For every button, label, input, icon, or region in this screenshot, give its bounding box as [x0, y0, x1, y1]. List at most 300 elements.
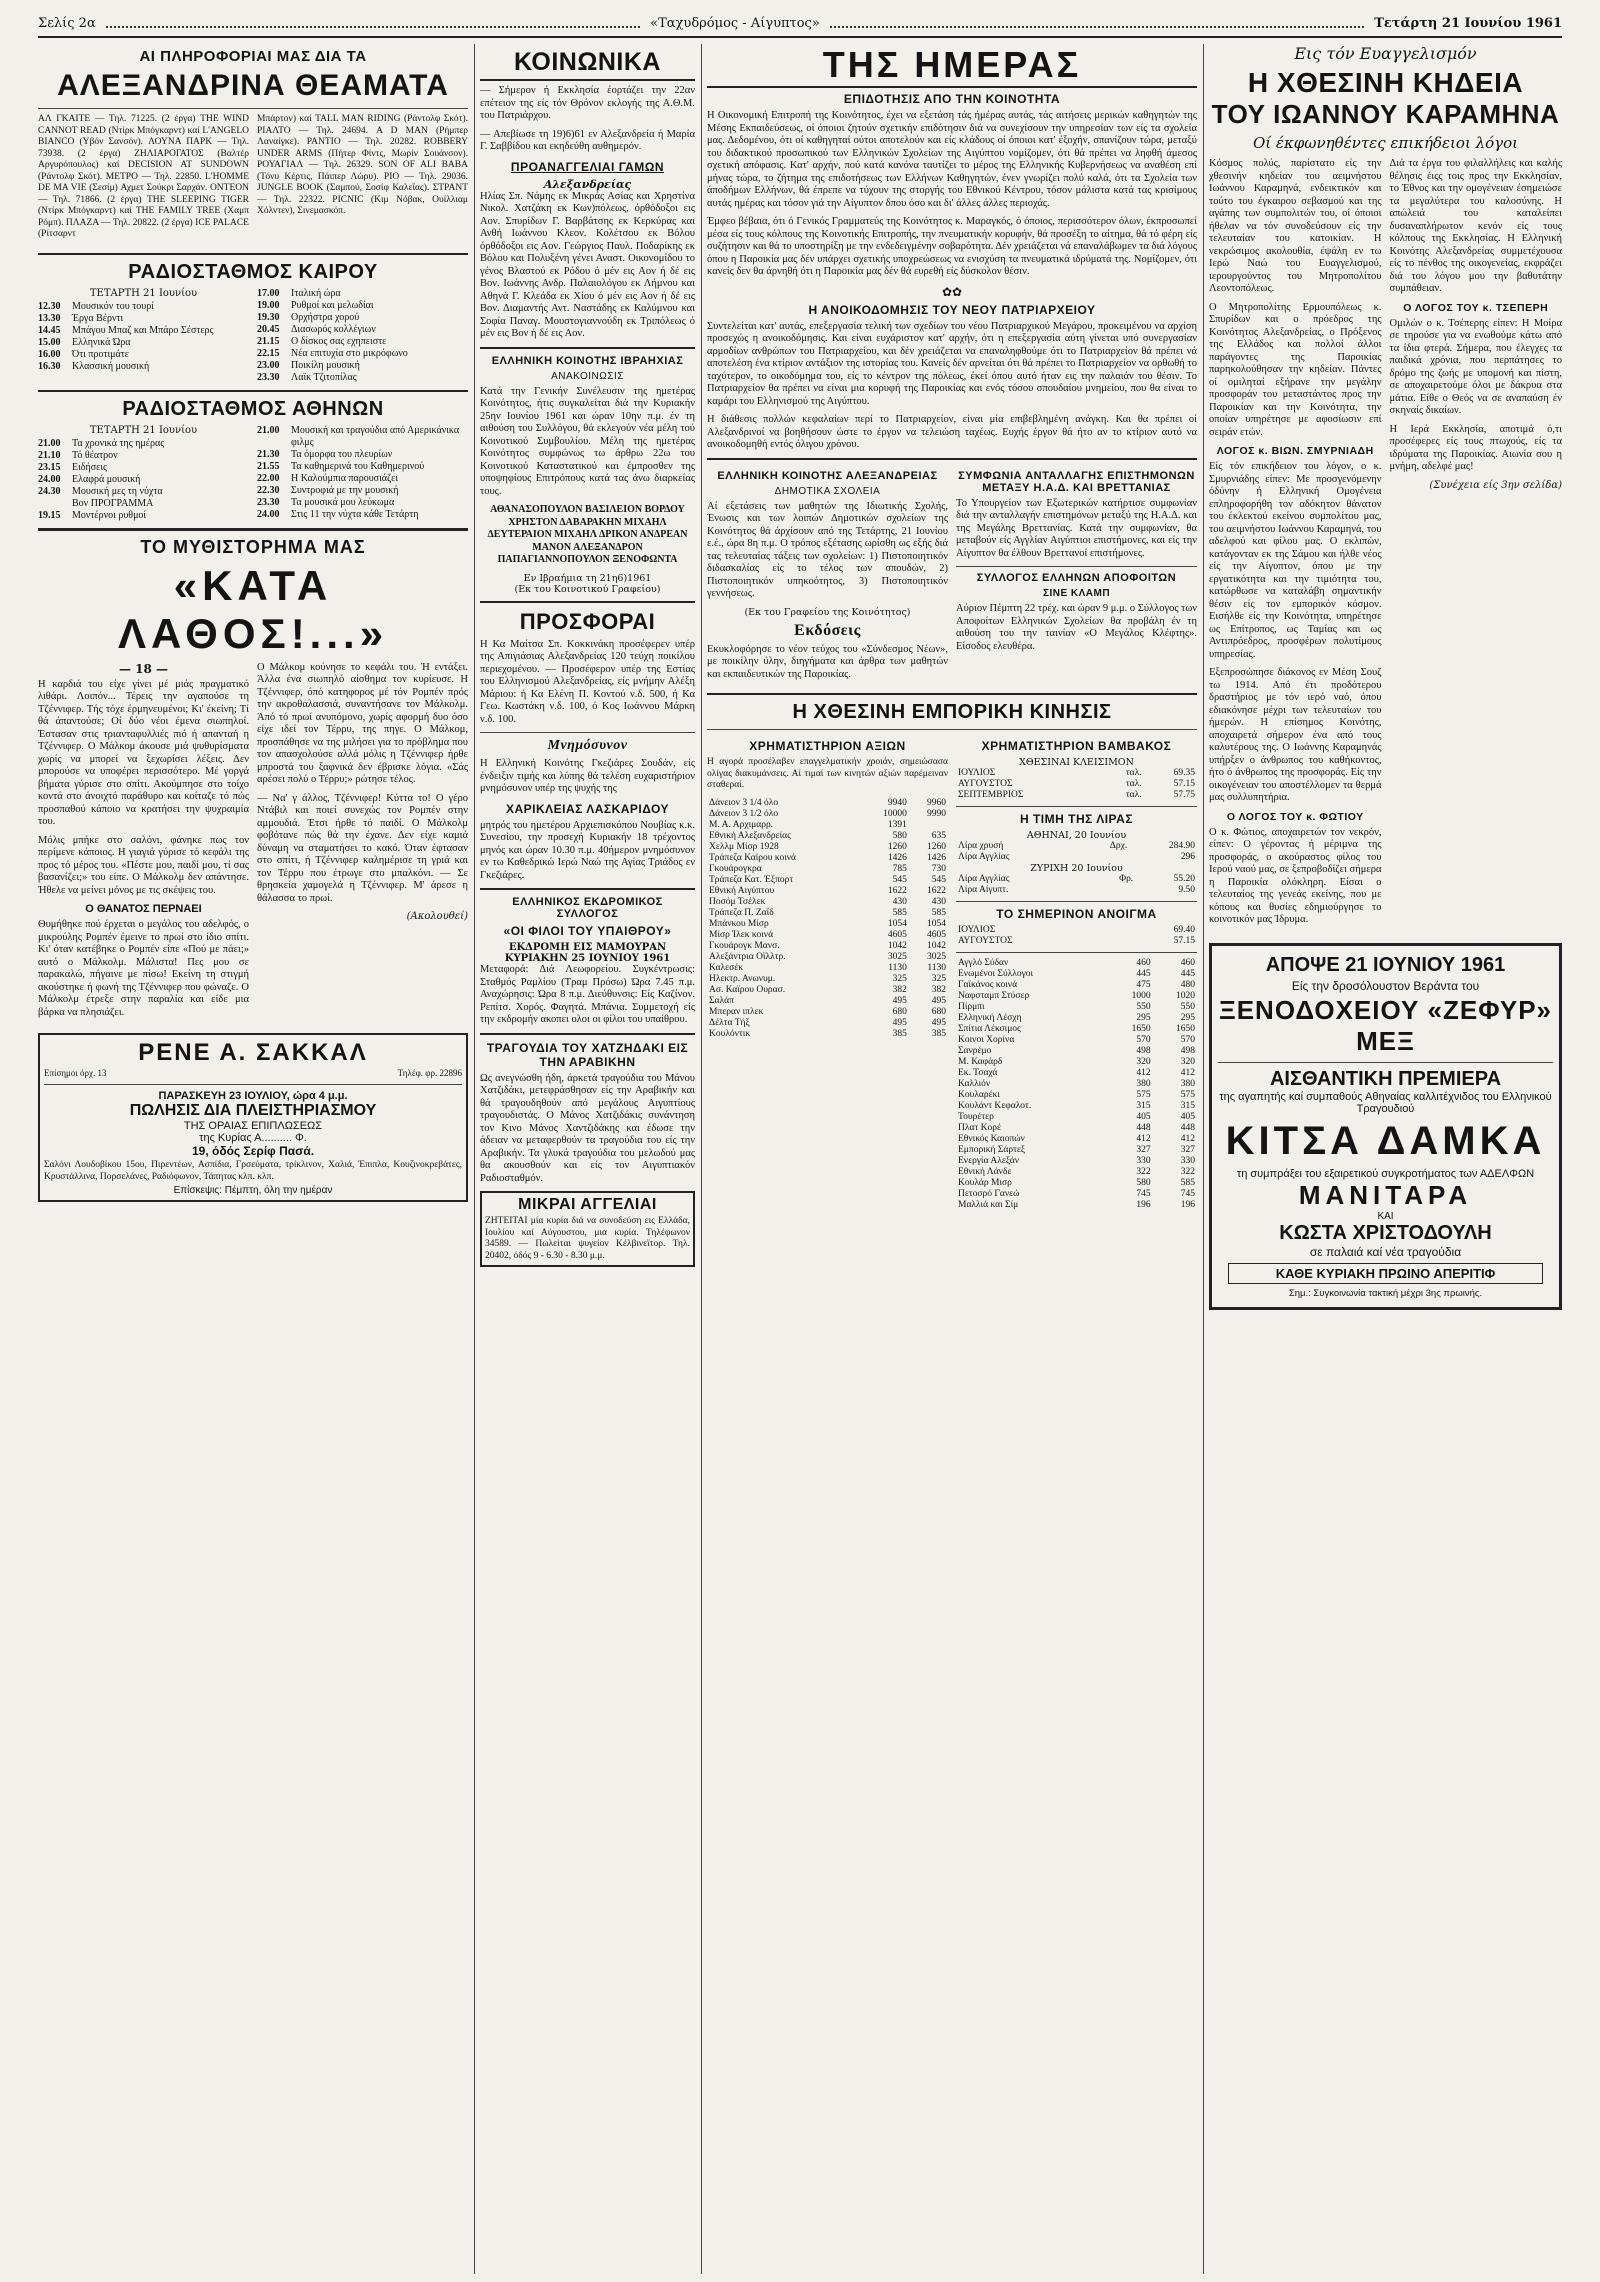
table-cell-value: 1622 [927, 885, 946, 896]
radio-time: 21.00 [257, 424, 280, 436]
table-cell-value: 1260 [927, 841, 946, 852]
table-cell-value: 57.15 [1173, 779, 1195, 789]
table-cell-name: Χελλμ Μίσρ 1928 [709, 841, 779, 852]
table-cell-value: 295 [1136, 1013, 1151, 1023]
table-cell-value: 325 [931, 973, 946, 984]
hotel-ad-sub: Είς την δροσόλουστον Βεράντα του [1291, 978, 1480, 993]
table-cell-value: Φρ. [1119, 874, 1134, 884]
radio-program-row [257, 300, 468, 312]
table-cell-name: ΑΥΓΟΥΣΤΟΣ [958, 936, 1013, 946]
funeral-paragraph: Εξεπροσώπησε διάκονος εν Μέση Σουζ τω 1914. Από έτι προδότερου δραστήριος με τόν ιερό ναό, όπου εδιακόνησε μέχρι των τελευταίων του ήμερών. Η επίσημος Κοινότης, αποχαιρετά σήμερον ένα από τους καλυτέρους της. Ο Ιωάννης Καραμηνάς υπήρξεν ο άνθρωπος του καθήκοντος, ήτο ό άνθρωπος της προσφοράς. Είς την οικογένειαν του αποστέλλομεν τα θερμά μας συλλυπητήρια. [1209, 667, 1382, 803]
radio-time: 23.15 [38, 461, 61, 473]
table-cell-value: 445 [1180, 969, 1195, 979]
table-cell-name: Εκ. Τσαχά [958, 1068, 998, 1078]
hotel-ad-every: ΚΑΘΕ ΚΥΡΙΑΚΗ ΠΡΩΙΝΟ ΑΠΕΡΙΤΙΦ [1228, 1263, 1543, 1284]
opening-head: ΤΟ ΣΗΜΕΡΙΝΟΝ ΑΝΟΙΓΜΑ [996, 907, 1157, 921]
article1-text-2: Έμφεο βέβαια, ότι ό Γενικός Γραμματεύς της Κοινότητος κ. Μαραγκός, ό όποιος, περισσότερον όλων, έκπροσωπεί μέσα είς τους κόλπους της Κοινοτικής Επιτροπής, την πνευματικήν κορυφήν, θά προσέξη το αίτημα, θά τό φέρη είς συζήτησιν και θά το υποστηρίξη με την ενδεδειγμένην σοβαρότητα. Δέν χρειάζεται νά επαναλάβωμεν τα διά λόγους όπου η Παροικία μας δέν υπάρχει σχετικής υποχρεώσεως να ενισχύση τα πνευματικά ιδρύματά της. Νομίζομεν, ότι κανείς δεν θα άρνηθή ότι η Παροικία μας δέν θά ευρεθή είς δύσκολον θέσιν. [707, 216, 1197, 277]
table-cell-value: 412 [1136, 1134, 1151, 1144]
table-cell-value: 57.75 [1173, 790, 1195, 800]
table-row [707, 952, 948, 963]
table-cell-value: 585 [892, 907, 907, 918]
radio-program: Ποικίλη μουσική [291, 359, 360, 371]
marriages-text: Ηλίας Σπ. Νάμης εκ Μικράς Ασίας και Χρηστίνα Νικολ. Χατζάκη εκ Κων)πόλεως, όρθόδοξοι εις Αον. Σπυρίδων Γ. Βαρβάτσης εκ Κερκύρας και Ανθή Ιωάννου Κλεον. Κολέτσου εκ Βόλου όρθόδοξοι εις Αον. Γεώργιος Παυλ. Ποδαρίκης εκ Βόλου και Πολυξένη γένει Αναστ. Οικονομίδου το γένος Βλαστού εκ Ρόδου ό μέν εις Αον ή δέ εις Βον. Ιωάννης Ανδρ. Παλαιολόγου εκ Λήμνου και Αθηνά Γ. Κλεάδα εκ Χίου ό μέν εις Αον ή δέ εις Βον. Διαμαντής Αντ. Ναστάδης εκ Καλύμνου και Σοφία Παναγ. Μουστογιαννούδη εκ Τριπόλεως ό μέν εις Βον ή δέ εις Αον. [480, 190, 695, 339]
radio-time: 22.00 [257, 472, 280, 484]
auction-ad-address: Επίσημοι όρχ. 13 [44, 1068, 107, 1078]
radio-program: Έργα Βέρντι [72, 312, 124, 324]
radio-program: Ο δίσκος σας εχηπειστε [291, 335, 387, 347]
cotton-head: ΧΡΗΜΑΤΙΣΤΗΡΙΟΝ ΒΑΜΒΑΚΟΣ [981, 739, 1172, 753]
table-cell-value: 680 [931, 1006, 946, 1017]
novel-title: «ΚΑΤΑ ΛΑΘΟΣ!...» [117, 561, 389, 657]
table-cell-value: 1650 [1131, 1024, 1151, 1034]
column-entertainment [38, 44, 468, 2274]
radio-program-row [257, 497, 468, 509]
table-cell-value: 412 [1180, 1068, 1195, 1078]
table-cell-value: 580 [892, 830, 907, 841]
ibrahimia-text: Κατά την Γενικήν Συνέλευσιν της ημετέρας Κοινότητος, ήτις συγκαλείται διά την Κυριακήν 25ην Ιουνίου 1961 και ώραν 10ην π.μ. έν τη αιθούση του Συλλόγου, θά εκλεγούν νέα μέλη τού Κοινοτικού Συμβουλίου. Μέλη της ημετέρας Κοινότητος συμφώνως τω άρθρω 22ω του Κοινοτικού Καταστατικού και έμπροσθεν της υποψηφίους Επιτρόπους κατά τας άνω διαρκείας τους. [480, 385, 695, 497]
table-cell-name: Ενεργία Αλεξάν [958, 1156, 1020, 1166]
table-row [707, 908, 948, 919]
hotel-ad-and: ΚΑΙ [1377, 1210, 1394, 1222]
classifieds-head: ΜΙΚΡΑΙ ΑΓΓΕΛΙΑΙ [518, 1196, 657, 1213]
agreement-head: ΣΥΜΦΩΝΙΑ ΑΝΤΑΛΛΑΓΗΣ ΕΠΙΣΤΗΜΟΝΩΝ ΜΕΤΑΞΥ Η.Α.Δ. ΚΑΙ ΒΡΕΤΤΑΝΙΑΣ [958, 469, 1195, 494]
table-row [707, 985, 948, 996]
table-cell-value: 445 [1136, 969, 1151, 979]
radio-program-row [38, 301, 249, 313]
table-cell-name: Τράπεζα Π. Ζαΐδ [709, 907, 774, 918]
novel-paragraph: Ο Μάλκομ κούνησε το κεφάλι του. Ή εντάξει. Άλλα ένα σιωπηλό αίσθημα τον κυρίευσε. Η Τζέννιφερ, όπό κατηφορος μέ τόν Ρομπέν πρός την ακροθαλασσιά, συναντήσανε τον Μάλκολμ. Άπό τό πρωί ανυπόμονο, χωρίς αφορμή δυο όσο είχε ιδεί τον Τέρρυ, της πηγε. Ο Μάλκομ, προσπάθησε να της μιλήσει για το πρόβλημα που τον απασχολούσε αλλά μόλις η Τζέννιφερ ήρθε μπροστά του ξαφνικά δεν έβρισκε λόγια. «Σάς αρέσει πολύ ο Τέρρυ;» ρώτησε τέλος. [257, 661, 468, 785]
community-sub: ΔΗΜΟΤΙΚΑ ΣΧΟΛΕΙΑ [774, 485, 881, 497]
radio-program-row [38, 498, 249, 510]
table-row [707, 963, 948, 974]
table-cell-value: 320 [1136, 1057, 1151, 1067]
table-row [956, 1002, 1197, 1013]
auction-ad-body: Σαλόνι Λουδοβίκου 15ου, Πιρεντέων, Ασπίδια, Γρσεύματα, τρίκλινον, Χαλιά, Έπιπλα, Κουζινοκρεβάτες, Κρυστάλλινα, Πορσελάνες, Ραδιόφωνον, Τάπητας κλπ. κλπ. [44, 1160, 462, 1182]
table-cell-value: 575 [1136, 1090, 1151, 1100]
ibrahimia-candidates: ΑΘΑΝΑΣΟΠΟΥΛΟΝ ΒΑΣΙΛΕΙΟΝ ΒΟΡΔΟΥ ΧΡΗΣΤΟΝ ΔΑΒΑΡΑΚΗΝ ΜΙΧΑΗΛ ΔΕΥΤΕΡΑΙΟΝ ΜΙΧΑΗΛ ΔΡΙΚΟΝ ΑΝΔΡΕΑΝ ΜΑΝΟΝ ΑΛΕΞΑΝΔΡΟΝ ΠΑΠΑΓΙΑΝΝΟΠΟΥΛΟΝ ΞΕΝΟΦΩΝΤΑ [487, 504, 688, 565]
article2-head: Η ΑΝΟΙΚΟΔΟΜΗΣΙΣ ΤΟΥ ΝΕΟΥ ΠΑΤΡΙΑΡΧΕΙΟΥ [808, 302, 1096, 317]
radio-time: 23.30 [257, 496, 280, 508]
table-row [707, 897, 948, 908]
table-cell-name: Λίρα χρυσή [958, 841, 1004, 851]
table-row [956, 1068, 1197, 1079]
radio-time: 23.30 [257, 371, 280, 383]
table-cell-name: Εθνικός Καιοπών [958, 1134, 1025, 1144]
radio-program: Ιταλική ώρα [291, 287, 341, 299]
table-cell-value: 495 [931, 1017, 946, 1028]
radio-cairo-date: ΤΕΤΑΡΤΗ 21 Ιουνίου [89, 287, 198, 299]
radio-program-row [38, 349, 249, 361]
community-sign: (Εκ του Γραφείου της Κοινότητος) [744, 606, 911, 618]
table-cell-name: Καλλιόν [958, 1079, 991, 1089]
alumni-sub: ΣΙΝΕ ΚΛΑΜΠ [1042, 588, 1111, 599]
table-row [707, 930, 948, 941]
auction-ad-subhead: ΤΗΣ ΟΡΑΙΑΣ ΕΠΙΠΛΩΣΕΩΣ [183, 1120, 323, 1132]
table-row [956, 1046, 1197, 1057]
radio-program: Τό θέατρον [72, 449, 118, 461]
novel-paragraph: Θυμήθηκε πού έρχεται ο μεγάλος του αδελφός, ο μικρούλης Ρομπέν έμεινε το πρωί στο ίδιο σπίτι. Κι' όταν κατέβηκε ο Ρομπέν είπε «Πού με πάει;» αυτό ο Μάλκολμ. Μάλιστα! Πες μου σε παρακαλώ, πήγαινε με πίσω! Εκείνη τη στιγμή ακούστηκε ή φωνή της Τζέννιφερ που φώναζε. Ο Μάλκολμ έτρεξε στην παραλία και είδε μια βάρκα να πλησιάζει. [38, 919, 249, 1018]
table-cell-name: Δάνειον 3 1/4 όλο [709, 797, 779, 808]
table-cell-value [1081, 852, 1129, 863]
table-cell-value: 1054 [887, 918, 907, 929]
table-row [956, 852, 1197, 863]
radio-program: Τα μουσικά μου λεύκωμα [291, 496, 395, 508]
table-cell-name: Πίρμπι [958, 1002, 985, 1012]
table-row [956, 841, 1197, 852]
table-cell-value: 380 [1180, 1079, 1195, 1089]
table-row [707, 842, 948, 853]
table-row [707, 798, 948, 809]
table-cell-name: Ναφσταμπ Στύσερ [958, 991, 1030, 1001]
table-row [707, 875, 948, 886]
table-row [707, 853, 948, 864]
table-row [956, 1145, 1197, 1156]
table-cell-name: ΣΕΠΤΕΜΒΡΙΟΣ [958, 790, 1024, 800]
table-cell-value: 448 [1180, 1123, 1195, 1133]
novel-paragraph: — Να' γ άλλος, Τζέννιφερ! Κύττα το! Ο γέρο Ντάβιλ και ποιεί συνεχώς τον Ρομπέν στην αμμουδιά. Έτσι ήρθε τό παιδί. Ο Μάλκολμ φοβότανε πώς θά την έχανε. Δεν είχε καμιά δύναμη να σταματήσει το κακό. Όταν έφτασαν στο σπίτι, ή Τζέννιφερ καλημέρισε τη γριά και τον Τέρρυ που έτρωγε στο μπαλκόνι. — Σε θρησκεία χαμογελά η Τζέννιφερ. Μ' άρεσε η θάλασσα το πρωί. [257, 792, 468, 904]
table-cell-value: 4605 [887, 929, 907, 940]
radio-program: Κλασσική μουσική [72, 360, 150, 372]
table-row [956, 1178, 1197, 1189]
radio-program-row [257, 425, 468, 449]
table-cell-value: 585 [1180, 1178, 1195, 1188]
table-cell-name: Μίσρ Ίλεκ κοινά [709, 929, 774, 940]
radio-program: Νέα επιτυχία στο μικρόφωνο [291, 347, 408, 359]
table-row [956, 1156, 1197, 1167]
table-row [956, 1035, 1197, 1046]
funeral-title-2: ΤΟΥ ΙΩΑΝΝΟΥ ΚΑΡΑΜΗΝΑ [1211, 99, 1560, 129]
radio-program: Μπάγου Μπαζ και Μπάρο Σέστερς [72, 324, 214, 336]
offers-text: Η Κα Μαίτσα Σπ. Κοκκινάκη προσέφερεν υπέρ της Απιγιάσιας Αλεξανδρείας 120 τεύχη ποικίλου περιεχομένου. — Προσέφερον υπέρ της Εστίας του Ελληνισμού Αλεξανδρείας, είς μνήμην Αλέξη Μάριου: ή Κα Ελένη Π. Κοντού ν.δ. 500, ή Κα Γεω. Κωστάκη ν.δ. 100, ό Κος Ιωάννου Μάρκη ν.δ. 100. [480, 638, 695, 725]
table-cell-name: Ασ. Καϊρου Ουρασ. [709, 984, 786, 995]
table-row [707, 996, 948, 1007]
table-cell-name: Τουρέτερ [958, 1112, 994, 1122]
radio-program: Η Καλούμπια παρουσιάζει [291, 472, 399, 484]
trade-head: Η ΧΘΕΣΙΝΗ ΕΜΠΟΡΙΚΗ ΚΙΝΗΣΙΣ [792, 701, 1112, 723]
table-row [956, 1057, 1197, 1068]
radio-cairo-left [38, 301, 249, 373]
table-cell-value: 196 [1136, 1200, 1151, 1210]
table-row [956, 790, 1197, 801]
radio-program-row [257, 288, 468, 300]
radio-time: 21.55 [257, 460, 280, 472]
table-cell-name: Αλεξάντρια Οϊλλτρ. [709, 951, 786, 962]
radio-athens-left [38, 438, 249, 522]
radio-program-row [38, 337, 249, 349]
songs-text: Ως ανεγνώσθη ήδη, άρκετά τραγούδια του Μάνου Χατζιδάκι, μετεφράσθησαν είς την Αραβικήν και θά τραγουδηθούν από μεγάλους Αιγυπτίους τραγουδιστάς. Ο Μάνος Χατζιδάκις συνάντηση τον Κινο Μάνος Χαντζιδάκης και έδωσε την άδειαν να μεταφερθούν τα τραγούδια του είς την Αραβικήν. Τα γλυκά τραγούδια του μελωδού μας θα ακουσθούν και είς τον Αιγυπτιακόν Ραδιοσταθμόν. [480, 1072, 695, 1184]
speech-fotiou-head: Ο ΛΟΓΟΣ ΤΟΥ κ. ΦΩΤΙΟΥ [1226, 810, 1364, 823]
table-cell-value: 55.20 [1173, 874, 1195, 884]
gold-table-athens [956, 841, 1197, 863]
stock-table [707, 798, 948, 1040]
table-cell-value: 448 [1136, 1123, 1151, 1133]
radio-program-row [257, 336, 468, 348]
table-cell-value: 1054 [927, 918, 946, 929]
radio-program-row [38, 510, 249, 522]
funeral-paragraph: Ο κ. Φώτιος, αποχαιρετών τον νεκρόν, είπεν: Ο γέροντας ή μέριμνα της προσφοράς, ο ακούραστος φίλος του Ιερού ναού μας, σε ξεπροβοδίζει σήμερα η Παροικία ολόκληρη. Είσαι ο τελευταίος της γενεάς εκείνης, που με κόπους και θυσίες εδημιούργησε το κοινοτικόν μας Ίδρυμα. [1209, 826, 1382, 925]
table-cell-value: 69.35 [1173, 768, 1195, 778]
table-cell-name: Ποσόμ Τσέλεκ [709, 896, 766, 907]
speech-tseperi-head: Ο ΛΟΓΟΣ ΤΟΥ κ. ΤΣΕΠΕΡΗ [1403, 301, 1549, 314]
table-cell-value: ταλ. [1125, 768, 1142, 778]
table-cell-value: 745 [1180, 1189, 1195, 1199]
article2-text-2: Η διάθεσις πολλών κεφαλαίων περί το Πατριαρχείον, είναι μία επιβεβλημένη ανάγκη. Και θα πρέπει οί Αλεξανδρινοί να βοηθήσουν ώστε το έργον να τελειώση ταχέως. Ευχής έργον θά ήτο αν το κτίριον αυτό να ανοικοδομηθή εντός όλιγου χρόνου. [707, 414, 1197, 450]
radio-program: Ελληνικά Ώρα [72, 336, 131, 348]
ibrahimia-head: ΕΛΛΗΝΙΚΗ ΚΟΙΝΟΤΗΣ ΙΒΡΑΗΧΙΑΣ [491, 354, 684, 367]
radio-program: Μουσική και τραγούδια από Αμερικάνικα φιλμς [291, 424, 460, 448]
table-cell-value: 385 [931, 1028, 946, 1039]
radio-program: Ειδήσεις [72, 461, 107, 473]
table-cell-value: 680 [892, 1006, 907, 1017]
radio-program: Τα χρονικά της ημέρας [72, 437, 165, 449]
table-cell-name: Μπάνκου Μίσρ [709, 918, 769, 929]
table-row [707, 1018, 948, 1029]
article1-text: Η Οικονομική Επιτροπή της Κοινότητος, έχει να εξετάση τάς ήμέρας αυτάς, τάς αιτήσεις μερικών καθηγητών της Μέσης Εκπαιδεύσεως, οί όποιοι ζητούν σχετικήν επιδότησιν διά να συνεχίσουν την υπηρεσίαν των είς τα σχολεία μας. Δεδομένου, ότι οί καθηγηταί ούτοι αποτελούν και είς κλάδους οί όποιοι κατ' έξοχήν, σπανίζουν τώρα, μεταξύ του διδακτικού προσωπικού των Ελληνικών Σχολείων της Αιγύπτου νομίζομεν, ότι θά πρέπει να ληφθή άμεσος σχετική απόφασις. Κατ' αρχήν, πού κατά κανόνα ταυτίζει το μέρος της Ελληνικής Κυβερνήσεως να αναθέση επί μήνας τώρα, το ζήτημα της επιδοτήσεως των Ελλήνων Καθηγητών, ένεν γνωρίζει πολύ καλά, ότι τα Σχολεία των άποδήμων Ελλήνων, θά έπρεπε να τύχουν της στοργής του Εθνικού Κέντρου, τόσον μάλιστα κατά τας κρισίμους αυτάς ημέρας και τόσον γιά την Αίγυπτον δπου όσο και δι' άλλες άλλες περιοχάς. [707, 110, 1197, 209]
table-cell-name: Εθνική Αλεξανδρείας [709, 830, 791, 841]
table-cell-value [1091, 885, 1135, 896]
table-cell-value: 284.90 [1168, 841, 1195, 851]
funeral-kicker: Εις τόν Ευαγγελισμόν [1294, 44, 1477, 63]
table-row [956, 874, 1197, 885]
table-cell-name: Κουλάντ Κεφαλοτ. [958, 1101, 1032, 1111]
radio-program-row [257, 312, 468, 324]
table-row [956, 768, 1197, 779]
column-news [707, 44, 1197, 2274]
table-cell-name: Λίρα Αγγλίας [958, 852, 1010, 862]
funeral-paragraph: Ο Μητροπολίτης Ερμουπόλεως κ. Σπυρίδων και ο πρόεδρος της Κοινότητος Αλεξανδρείας, ο Πρόξενος της Ελλάδος και πολλοί άλλοι παράγοντες της Παροικίας παρηκολούθησαν την κηδείαν. Πάντες οί ομιληταί εξήρανε την μεγάλην προσφοράν του μεταστάντος προς την Παροικίαν και την Κοινότητα, την οποίαν υπηρέτησε με αφοσίωσιν επί σειράν ετών. [1209, 301, 1382, 438]
funeral-paragraph: Ομιλών ο κ. Τσέπερης είπεν: Η Μοίρα σε τηρούσε για να ενωθούμε κάτω από τα ίδια φτερά. Σήμερα, που έλεγχες τα παιδικά χρόνια, που περπάτησες το δρόμο της ζωής με υπομονή και πίστη, σε αποχαιρετούμε όλοι με δάκρυα στα μάτια. Είθε ο Θεός να σε αναπαύση έν σκηναίς δικαίων. [1389, 317, 1562, 416]
novel-continued: (Ακολουθεί) [406, 911, 468, 922]
table-cell-value: 9940 [887, 797, 907, 808]
table-cell-value: 380 [1136, 1079, 1151, 1089]
table-cell-value: 1020 [1176, 991, 1195, 1001]
table-cell-name: Γκουάρογκ Μανσ. [709, 940, 780, 951]
table-cell-value: 545 [892, 874, 907, 885]
radio-program-row [257, 348, 468, 360]
table-cell-value: 322 [1136, 1167, 1151, 1177]
table-row [956, 1024, 1197, 1035]
table-row [956, 1090, 1197, 1101]
market-tables [707, 735, 1197, 1211]
table-row [707, 820, 948, 831]
table-cell-value: 9990 [927, 808, 946, 819]
social-death: — Απεβίωσε τη 19)6)61 εν Αλεξανδρεία ή Μαρία Γ. Σαββίδου και εκηδεύθη αυθημερόν. [480, 128, 695, 152]
table-cell-value: 327 [1180, 1145, 1195, 1155]
memorial-text-2: μητρός του ημετέρου Αρχιεπισκόπου Νουβίας κ.κ. Συνεσίου, την προσεχή Κυριακήν 18 τρέχοντος μηνός και ώραν 10.30 π.μ. 40ήμερον μνημόσυνον εν τω Καθεδρικώ Ιερώ Ναώ της Αγίας Τριάδος εν Γκεζιάρες. [480, 819, 695, 881]
radio-time: 24.30 [38, 485, 61, 497]
table-cell-value: 575 [1180, 1090, 1195, 1100]
table-cell-value: 550 [1136, 1002, 1151, 1012]
excursion-text: Μεταφορά: Διά Λεωφορείου. Συγκέντρωσις: Σταθμός Ραμλίου (Τραμ Πρόσω) Ώρα 7.45 π.μ. Αναχώρησις: Ώρα 8 π.μ. Διεύθυνσις: Είς Καζίνον. Ρεπίτσ. Χορός. Φαγητά. Μπάνια. Συμμετοχή είς την εκδρομήν ακοπει ολοι οι φίλοι του υπαίθρου. [480, 964, 695, 1025]
table-cell-value: 382 [892, 984, 907, 995]
radio-program-row [257, 360, 468, 372]
table-cell-name: Ενωμένοι Σύλλογοι [958, 969, 1034, 979]
table-row [956, 1013, 1197, 1024]
hotel-ad-with: τη συμπράξει του εξαιρετικού συγκροτήματος των ΑΔΕΛΦΩΝ [1236, 1167, 1535, 1180]
table-cell-value: 495 [892, 995, 907, 1006]
editions-head: Εκδόσεις [794, 621, 861, 639]
radio-athens-date: ΤΕΤΑΡΤΗ 21 Ιουνίου [89, 424, 198, 436]
radio-time: 24.00 [257, 508, 280, 520]
table-cell-name: Γκουάρογκρα [709, 863, 762, 874]
alumni-head: ΣΥΛΛΟΓΟΣ ΕΛΛΗΝΩΝ ΑΠΟΦΟΙΤΩΝ [976, 572, 1177, 584]
table-cell-name: Σπίτια Λέκσιμος [958, 1024, 1021, 1034]
table-cell-value: 412 [1136, 1068, 1151, 1078]
radio-program-row [38, 361, 249, 373]
column-social [480, 44, 695, 2274]
radio-program: Μοντέρνοι ρυθμοί [72, 509, 147, 521]
table-cell-value: Δρχ. [1109, 841, 1128, 851]
social-title: ΚΟΙΝΩΝΙΚΑ [480, 48, 695, 81]
memorial-text: Η Ελληνική Κοινότης Γκεζιάρες Σουδάν, είς ένδειξιν τιμής και λύπης θά τελέση ευχαριστήριον μνημόσυνον υπέρ της ψυχής της [480, 758, 695, 794]
table-cell-name: Εθνική Λάνδε [958, 1167, 1012, 1177]
hotel-ad-foot: Σημ.: Συγκοινωνία τακτική μέχρι 3ης πρωινής. [1288, 1287, 1483, 1299]
funeral-body [1209, 158, 1562, 933]
radio-cairo-right [257, 288, 468, 384]
table-cell-value: 570 [1136, 1035, 1151, 1045]
table-cell-value: 1426 [887, 852, 907, 863]
table-row [707, 941, 948, 952]
table-cell-name: Πετοσρό Γανεώ [958, 1189, 1020, 1199]
table-cell-name: Κοινοι Χορίνα [958, 1035, 1015, 1045]
table-cell-value: 322 [1180, 1167, 1195, 1177]
table-row [956, 1200, 1197, 1211]
funeral-subtitle: Οί έκφωνηθέντες επικήδειοι λόγοι [1252, 134, 1519, 152]
radio-program: Ότι προτιμάτε [72, 348, 129, 360]
radio-program: Ελαφρά μουσική [72, 473, 141, 485]
hotel-ad-star: ΚΙΤΣΑ ΔΑΜΚΑ [1225, 1118, 1546, 1163]
table-cell-name: Λίρα Αίγυπτ. [958, 885, 1009, 895]
hotel-ad [1209, 943, 1562, 1310]
table-row [707, 809, 948, 820]
table-cell-value: 460 [1136, 958, 1151, 968]
agreement-text: Το Υπουργείον των Εξωτερικών κατήρτισε συμφωνίαν διά την ανταλλαγήν επιστημόνων μεταξύ της Η.Α.Δ. και της Μεγάλης Βρεττανίας. Κατά την συμφωνίαν, θα μεταβούν είς Αγγλίαν Αιγύπτιοι επιστήμονες, και είς την Αίγυπτον θα έλθουν Βρεττανοί επιστήμονες. [956, 497, 1197, 559]
table-row [956, 779, 1197, 790]
table-cell-value: 498 [1136, 1046, 1151, 1056]
radio-time: 14.45 [38, 324, 61, 336]
table-cell-value: 1426 [927, 852, 946, 863]
gold-city-athens: ΑΘΗΝΑΙ, 20 Ιουνίου [1026, 830, 1127, 841]
table-cell-value: 405 [1180, 1112, 1195, 1122]
alumni-text: Αύριον Πέμπτη 22 τρέχ. και ώραν 9 μ.μ. ο Σύλλογος των Αποφοίτων Ελληνικών Σχολείων θα προβάλη έν τη αιθούση του την ταινίαν «Ο Μεγάλος Κλέφτης». Είσοδος ελευθέρα. [956, 603, 1197, 652]
radio-program-row [257, 461, 468, 473]
excursion-club: «ΟΙ ΦΙΛΟΙ ΤΟΥ ΥΠΑΙΘΡΟΥ» [503, 924, 672, 938]
radio-cairo-schedule [38, 288, 468, 384]
table-cell-value: 330 [1180, 1156, 1195, 1166]
table-row [707, 886, 948, 897]
auction-ad-headline: ΠΩΛΗΣΙΣ ΔΙΑ ΠΛΕΙΣΤΗΡΙΑΣΜΟΥ [129, 1102, 377, 1119]
cinema-title: ΑΛΕΞΑΝΔΡΙΝΑ ΘΕΑΜΑΤΑ [57, 69, 449, 102]
table-cell-name: Σαλάπ [709, 995, 734, 1006]
radio-program: Μουσικόν του τουρί [72, 300, 154, 312]
radio-time: 13.30 [38, 312, 61, 324]
table-row [956, 1112, 1197, 1123]
radio-program-row [38, 450, 249, 462]
table-row [956, 1134, 1197, 1145]
auction-ad [38, 1033, 468, 1202]
table-cell-name: Κουλάρ Μισρ [958, 1178, 1012, 1188]
table-cell-value: 69.40 [1173, 925, 1195, 935]
table-row [956, 1189, 1197, 1200]
table-row [956, 936, 1197, 947]
radio-time: 16.00 [38, 348, 61, 360]
table-row [956, 1123, 1197, 1134]
marriages-head: ΠΡΟΑΝΑΓΓΕΛΙΑΙ ΓΑΜΩΝ [510, 159, 665, 174]
auction-ad-visit: Επίσκεψις: Πέμπτη, όλη την ημέραν [173, 1185, 333, 1196]
radio-athens-right [257, 425, 468, 522]
radio-program-row [38, 325, 249, 337]
community-text: Αί εξετάσεις των μαθητών της Ιδιωτικής Σχολής, Ένωσις και των λοιπών Δημοτικών σχολείων της Κοινότητος θά άρχίσουν από της Τετάρτης, 21 Ιουνίου ε.έ., ώρα 8η π.μ. Ο τρόπος εξέτασης ωρίσθη ως εξής διά τας τελευταίας τάξεις των σχολείων: 1) Πιστοποιητικόν διδασκαλίας είς το τέλος των σπουδών, 2) Πιστοποιητικόν υπηκοότητος, 3) Πιστοποιητικόν γεννήσεως. [707, 500, 948, 599]
table-cell-value: 1622 [887, 885, 907, 896]
table-cell-name: Καλεσέκ [709, 962, 743, 973]
radio-cairo-title: ΡΑΔΙΟΣΤΑΘΜΟΣ ΚΑΙΡΟΥ [128, 260, 378, 283]
novel-body [38, 662, 468, 1026]
radio-time: 12.30 [38, 300, 61, 312]
gold-table-zurich [956, 874, 1197, 896]
table-cell-value: 585 [931, 907, 946, 918]
table-row [956, 1101, 1197, 1112]
memorial-head: Μνημόσυνον [547, 738, 628, 753]
community-head: ΕΛΛΗΝΙΚΗ ΚΟΙΝΟΤΗΣ ΑΛΕΞΑΝΔΡΕΙΑΣ [717, 469, 938, 482]
table-cell-value: 475 [1136, 980, 1151, 990]
social-intro: — Σήμερον ή Εκκλησία έορτάζει την 22αν επέτειον της είς τόν Θρόνον εκλογής της Α.Θ.Μ. του Πατριάρχου. [480, 85, 695, 121]
table-cell-value: 550 [1180, 1002, 1195, 1012]
table-cell-value: 382 [931, 984, 946, 995]
table-cell-name: Δάνειον 3 1/2 όλο [709, 808, 779, 819]
table-cell-value: 330 [1136, 1156, 1151, 1166]
radio-time [38, 498, 68, 510]
newspaper-name: «Ταχυδρόμος - Αίγυπτος» [650, 15, 820, 31]
table-row [956, 1167, 1197, 1178]
news-title: ΤΗΣ ΗΜΕΡΑΣ [707, 44, 1197, 88]
table-cell-value: 405 [1136, 1112, 1151, 1122]
table-cell-value: 9.50 [1178, 885, 1195, 895]
table-cell-value: 745 [1136, 1189, 1151, 1199]
table-cell-name: Μαλλιά και Σίμ [958, 1200, 1019, 1210]
table-row [956, 980, 1197, 991]
stock-table-2 [956, 958, 1197, 1211]
offers-head: ΠΡΟΣΦΟΡΑΙ [519, 608, 656, 634]
table-cell-value: 480 [1180, 980, 1195, 990]
classifieds-text: ΖΗΤΕΙΤΑΙ μία κυρία διά να συνοδεύση εις Ελλάδα, Ιουλίου καί Αύγουστου, μια κυρία. Τηλέφωνον 34589. — Πωλείται ψυγείον Κέλβινεϊτορ. Τηλ. 20402, όδός 9 - 6.30 - 8.30 μ.μ. [485, 1216, 690, 1261]
gold-head: Η ΤΙΜΗ ΤΗΣ ΛΙΡΑΣ [1019, 812, 1134, 826]
radio-athens-title: ΡΑΔΙΟΣΤΑΘΜΟΣ ΑΘΗΝΩΝ [122, 397, 384, 420]
table-cell-value: 57.15 [1173, 936, 1195, 946]
cinema-listings [38, 114, 468, 247]
hotel-ad-singer: ΚΩΣΤΑ ΧΡΙΣΤΟΔΟΥΛΗ [1279, 1221, 1492, 1244]
radio-program-row [257, 485, 468, 497]
table-row [707, 1029, 948, 1040]
hotel-ad-hotel: ΞΕΝΟΔΟΧΕΙΟΥ «ΖΕΦΥΡ» ΜΕΞ [1218, 994, 1552, 1056]
table-cell-value: 460 [1180, 958, 1195, 968]
table-cell-name: Εμπορική Σάρτεξ [958, 1145, 1026, 1155]
table-cell-value: 412 [1180, 1134, 1195, 1144]
funeral-paragraph: Κόσμος πολύς, παρίστατο είς την χθεσινήν κηδείαν του αειμνήστου Ιωάννου Καραμηνά, ενδεικτικόν και τούτο του έγκαιρου σεβασμού και της αγάπης των συμπολιτών του, οί όποιοι ήθελαν να τόν συνοδεύσουν είς την τελευταίαν του κατοικίαν. Η νεκρώσιμος ακολουθία, έψάλη εν τω Ιερώ Ναώ του Ευαγγελισμού, ιερουργούντος του Μητροπολίτου Λεοντοπόλεως. [1209, 158, 1382, 294]
cinema-list-left: ΑΛ ΓΚΑΙΤΕ — Τηλ. 71225. (2 έργα) THE WIND CANNOT READ (Ντίρκ Μπόγκαρντ) καί L'ANGELO BIANCO (Υβόν Σανσόν). ΛΟΥΝΑ ΠΑΡΚ — Τηλ. 73938. (2 έργα) ΖΗΛΙΑΡΟΓΑΤΟΣ (Βαλτέρ Αργυρόπουλος) καί DECISION AT SUNDOWN (Ράντολφ Σκότ). ΜΕΤΡΟ — Τηλ. 22850. L'HOMME DE MA VIE (Σεσίμ) Αχμετ Σούκρι Σαρχάν. ΟΝΤΕΟΝ — Τηλ. 71866. (2 έργα) THE SLEEPING TIGER (Ντίρκ Μπόγκαρντ) καί THE FAMILY TREE (Χαμπ Ρόμπ). ΠΛΑΖΑ — Τηλ. 20822. (2 έργα) ICE PALACE (Ρίτσαρντ [38, 114, 249, 239]
table-cell-value: 3025 [887, 951, 907, 962]
auction-ad-date: ΠΑΡΑΣΚΕΥΗ 23 ΙΟΥΛΙΟΥ, ώρα 4 μ.μ. [158, 1090, 348, 1102]
memorial-name: ΧΑΡΙΚΛΕΙΑΣ ΛΑΣΚΑΡΙΔΟΥ [505, 801, 670, 816]
table-cell-value: 320 [1180, 1057, 1195, 1067]
radio-program: Βον ΠΡΟΓΡΑΜΜΑ [72, 497, 154, 509]
radio-time: 22.30 [257, 484, 280, 496]
songs-head: ΤΡΑΓΟΥΔΙΑ ΤΟΥ ΧΑΤΖΗΔΑΚΙ ΕΙΣ ΤΗΝ ΑΡΑΒΙΚΗΝ [486, 1040, 689, 1069]
radio-program-row [38, 474, 249, 486]
speech-smyrniadis-head: ΛΟΓΟΣ κ. ΒΙΩΝ. ΣΜΥΡΝΙΑΔΗ [1216, 445, 1374, 457]
table-cell-name: Γαϊκάνος κοινά [958, 980, 1018, 990]
article2-text: Συντελείται κατ' αυτάς, επεξεργασία τελική των σχεδίων του νέου Πατριαρχικού Μεγάρου, προκειμένου να αρχίση προσεχώς η ανοικοδόμησις. Και είναι ευχάριστον κατ' αρχήν, ότι η επεξεργασία αύτη γίνεται υπό συνεργασίαν αρμοδίων ανθρώπων του Πατριαρχείου, και δέν χρειάζεται να επαναληφθούμε ότι το Πατριαρχείον θά πρέπει νά αποτελέση ένα κτίριον αντάξιον της ιστορίας του. Κανείς δέν αρνείται ότι θά πρέπει το Πατριαρχείον να ορθωθή το ταχύτερον, το οικοδόμημα του, είς το κέντρον της πόλεως, έκεί όπου αυτό ήταν εις την παλαιάν του θέσιν. Το Πατριαρχείον θα πρέπει να είναι μια κορυφή της Παροικίας και ενός τόσου σπουδαίου μνημείου, που θα είναι το καμάρι του Ελληνισμού της Αιγύπτου. [707, 320, 1197, 407]
article1-head: ΕΠΙΔΟΤΗΣΙΣ ΑΠΟ ΤΗΝ ΚΟΙΝΟΤΗΤΑ [843, 92, 1061, 106]
